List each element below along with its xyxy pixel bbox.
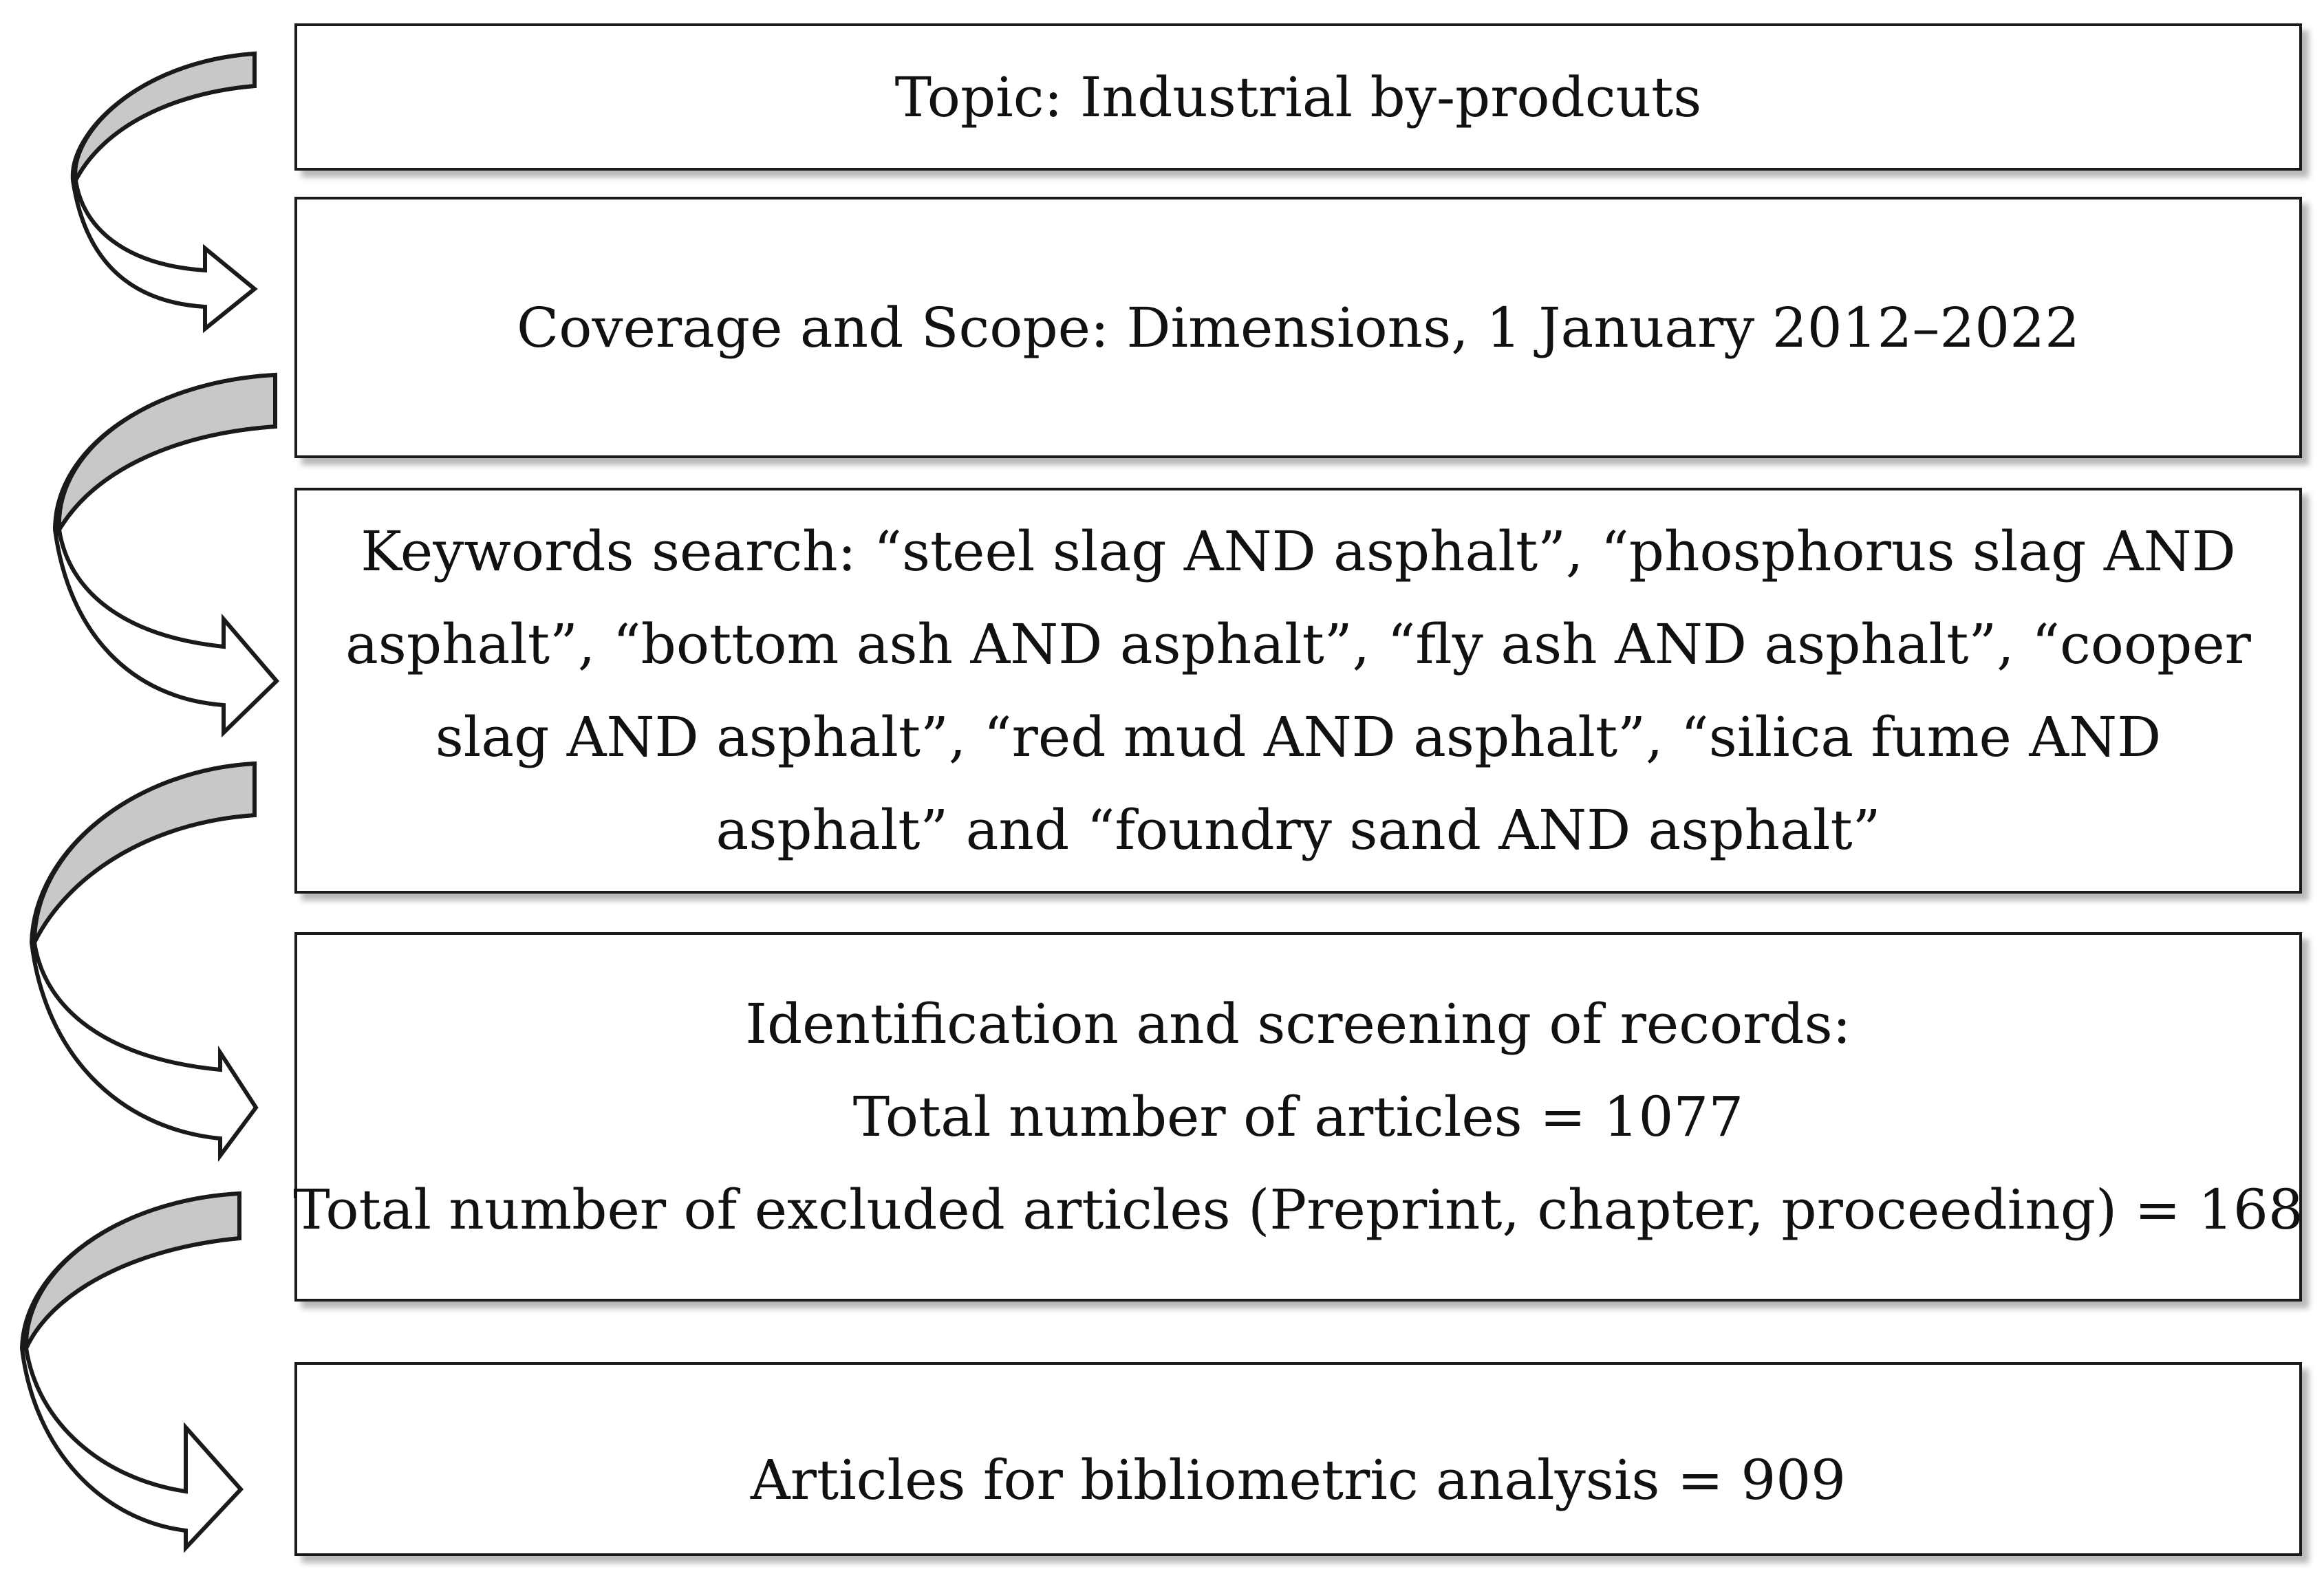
curved-arrow-icon <box>55 375 277 733</box>
step-excluded-articles: Total number of excluded articles (Preprint, chapter, proceeding) = 168 <box>293 1178 2303 1242</box>
step-keywords-search <box>294 488 2302 894</box>
step-keywords-text: Keywords search: “steel slag AND asphalt”, “phosphorus slag AND asphalt”, “bottom ash AND asphalt”, “fly ash AND asphalt”, “cooper slag AND asphalt”, “red mud AND asphalt”, “silica fume AND asphalt” and “foundry sand AND asphalt” <box>345 519 2251 862</box>
step-topic <box>294 23 2302 171</box>
step-coverage-text: Coverage and Scope: Dimensions, 1 January 2012–2022 <box>517 295 2080 360</box>
step-coverage-scope <box>294 197 2302 458</box>
curved-arrow-icon <box>73 54 255 329</box>
step-identification-screening <box>294 932 2302 1302</box>
step-final-articles <box>294 1362 2302 1556</box>
step-identification-heading: Identification and screening of records: <box>745 992 1851 1056</box>
step-final-articles-text: Articles for bibliometric analysis = 909 <box>750 1447 1847 1512</box>
curved-arrow-icon <box>22 1194 241 1548</box>
step-topic-text: Topic: Industrial by-prodcuts <box>894 65 1702 129</box>
step-total-articles: Total number of articles = 1077 <box>852 1085 1744 1149</box>
curved-arrow-icon <box>32 764 256 1156</box>
